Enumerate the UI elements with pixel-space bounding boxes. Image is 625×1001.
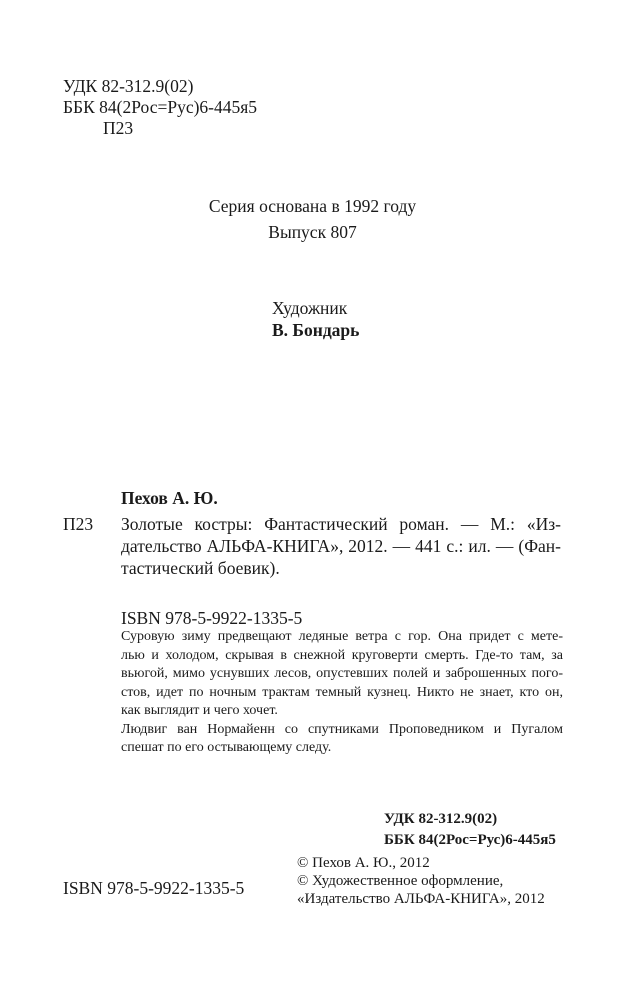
bbk-code: ББК 84(2Рос=Рус)6-445я5 xyxy=(63,97,258,117)
top-classification xyxy=(63,76,257,139)
entry-isbn: ISBN 978-5-9922-1335-5 xyxy=(121,608,303,628)
annotation-line: Людвиг ван Нормайенн со спутниками Проповедником и Пугалом xyxy=(121,721,563,737)
bbk-code-bottom: ББК 84(2Рос=Рус)6-445я5 xyxy=(384,832,556,848)
annotation-line: Суровую зиму предвещают ледяные ветра с гор. Она придет с мете- xyxy=(121,629,563,644)
annotation xyxy=(121,628,563,758)
bottom-classification xyxy=(384,810,556,852)
description-line: Золотые костры: Фантастический роман. — М.: «Из- xyxy=(121,514,561,534)
series-info xyxy=(0,196,625,248)
artist-name: В. Бондарь xyxy=(272,320,360,340)
entry-code: П23 xyxy=(63,514,94,534)
udk-code: УДК 82-312.9(02) xyxy=(63,76,194,96)
annotation-line: спешат по его остывающему следу. xyxy=(121,740,332,755)
description-line: дательство АЛЬФА-КНИГА», 2012. — 441 с.: ил. — (Фан- xyxy=(121,536,561,556)
entry-description xyxy=(121,514,561,580)
entry-author: Пехов А. Ю. xyxy=(121,488,218,508)
artist-label: Художник xyxy=(272,298,348,318)
annotation-line: вьюгой, мимо уснувших лесов, опустевших полей и заброшенных пого- xyxy=(121,666,563,681)
annotation-line: как выглядит и чего хочет. xyxy=(121,703,278,718)
isbn-bottom: ISBN 978-5-9922-1335-5 xyxy=(63,878,245,898)
copyright-line: © Пехов А. Ю., 2012 xyxy=(297,855,430,871)
annotation-line: стов, идет по ночным трактам темный кузнец. Никто не знает, кто он, xyxy=(121,684,563,700)
description-line: тастический боевик). xyxy=(121,558,280,578)
series-issue: Выпуск 807 xyxy=(268,222,357,242)
copyright-line: «Издательство АЛЬФА-КНИГА», 2012 xyxy=(297,891,545,907)
author-code: П23 xyxy=(103,118,134,138)
copyright-block xyxy=(297,854,545,908)
annotation-line: лью и холодом, скрывая в снежной круговерти смерть. Где-то там, за xyxy=(121,647,563,663)
series-founded: Серия основана в 1992 году xyxy=(208,196,417,216)
udk-code-bottom: УДК 82-312.9(02) xyxy=(384,811,498,827)
artist-credit xyxy=(272,298,359,342)
copyright-line: © Художественное оформление, xyxy=(297,873,504,889)
